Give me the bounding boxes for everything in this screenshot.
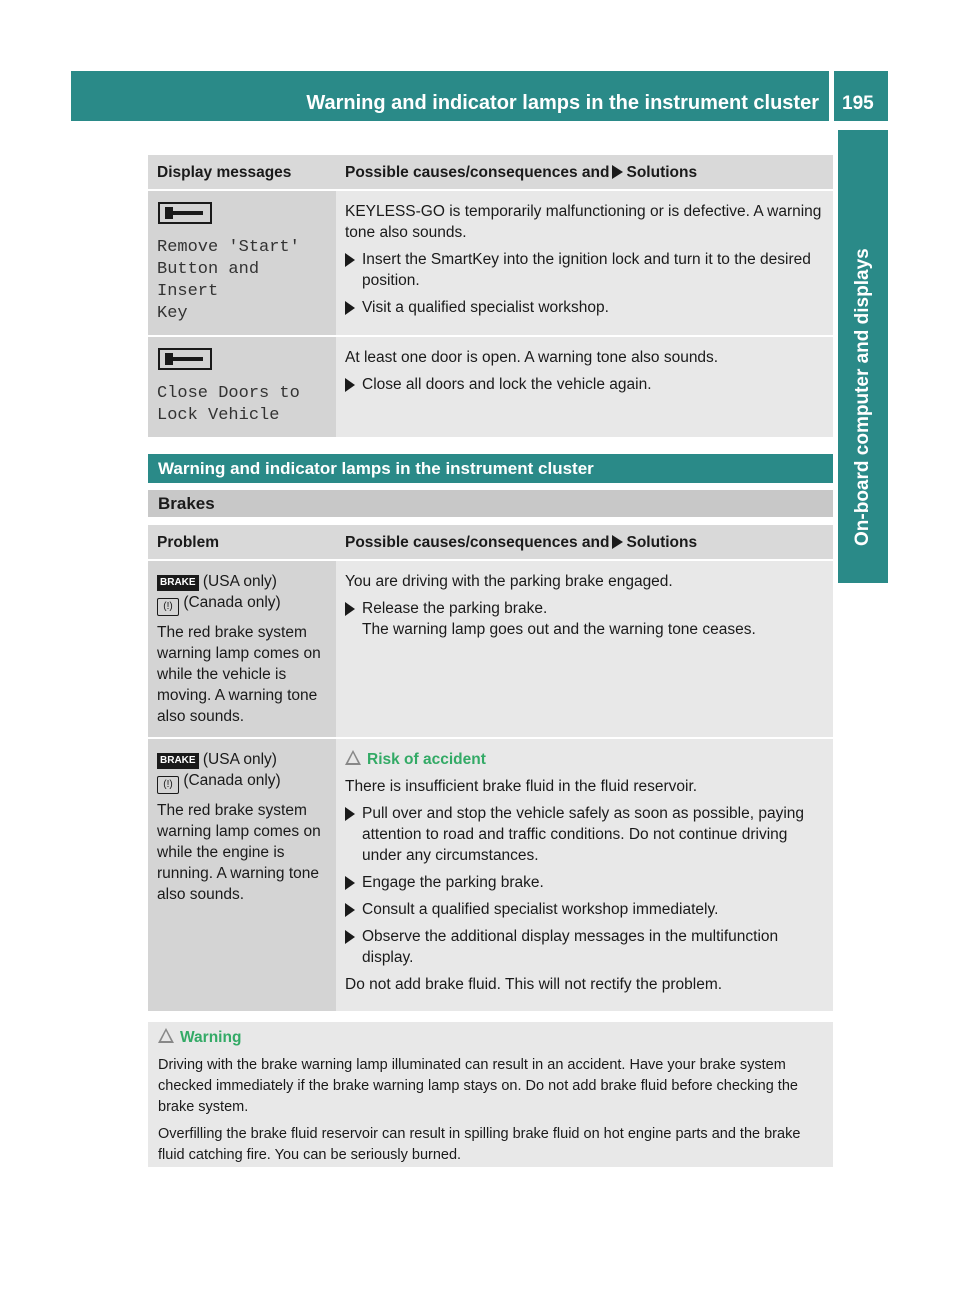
page-header-bar bbox=[71, 71, 829, 121]
problem-cell bbox=[148, 738, 336, 1011]
column-header-problem: Problem bbox=[148, 525, 336, 560]
display-messages-table bbox=[148, 155, 833, 437]
solution-step bbox=[345, 926, 824, 968]
column-header-causes-text: Possible causes/consequences and bbox=[345, 163, 610, 181]
solution-cell bbox=[336, 560, 833, 738]
page-header-title: Warning and indicator lamps in the instrument cluster bbox=[306, 92, 819, 114]
column-header-solutions-text: Solutions bbox=[626, 533, 698, 551]
page-number: 195 bbox=[842, 93, 874, 114]
step-arrow-icon bbox=[345, 807, 355, 821]
display-message-cell bbox=[148, 190, 336, 336]
solution-step bbox=[345, 803, 824, 866]
solution-step bbox=[345, 899, 824, 920]
step-arrow-icon bbox=[345, 876, 355, 890]
step-text: Observe the additional display messages in the multifunction display. bbox=[362, 928, 779, 966]
step-text: Close all doors and lock the vehicle again. bbox=[362, 376, 652, 393]
canada-indicator bbox=[157, 770, 327, 794]
solution-step bbox=[345, 872, 824, 893]
solution-cell bbox=[336, 190, 833, 336]
subsection-title-bar bbox=[148, 490, 833, 517]
arrow-icon bbox=[612, 165, 623, 179]
warning-box bbox=[148, 1022, 833, 1167]
cause-text: KEYLESS-GO is temporarily malfunctioning or is defective. A warning tone also sounds. bbox=[345, 203, 822, 241]
step-text: Release the parking brake. bbox=[362, 600, 548, 617]
step-arrow-icon bbox=[345, 930, 355, 944]
solution-step bbox=[345, 598, 824, 640]
solution-cell bbox=[336, 336, 833, 437]
solution-step bbox=[345, 249, 824, 291]
step-arrow-icon bbox=[345, 602, 355, 616]
warning-heading bbox=[158, 1027, 825, 1049]
problem-text: The red brake system warning lamp comes on while the engine is running. A warning tone also sounds. bbox=[157, 802, 321, 903]
table-row bbox=[148, 190, 833, 336]
cause-text: There is insufficient brake fluid in the fluid reservoir. bbox=[345, 778, 698, 795]
brakes-table bbox=[148, 525, 833, 1011]
key-symbol-icon bbox=[157, 347, 213, 371]
usa-indicator bbox=[157, 571, 327, 592]
step-text: Insert the SmartKey into the ignition lock and turn it to the desired position. bbox=[362, 251, 811, 289]
step-text: Pull over and stop the vehicle safely as soon as possible, paying attention to road and traffic conditions. Do not continue driving under any circumstances. bbox=[362, 805, 805, 864]
warning-triangle-icon bbox=[158, 1028, 174, 1043]
column-header-solutions-text: Solutions bbox=[626, 163, 698, 181]
display-message-text: Close Doors to Lock Vehicle bbox=[157, 384, 300, 425]
side-tab-label: On-board computer and displays bbox=[852, 248, 873, 546]
problem-text: The red brake system warning lamp comes on while the vehicle is moving. A warning tone also sounds. bbox=[157, 624, 321, 725]
warning-title: Warning bbox=[180, 1029, 242, 1046]
step-arrow-icon bbox=[345, 253, 355, 267]
step-text: Visit a qualified specialist workshop. bbox=[362, 299, 609, 316]
display-message-text: Remove 'Start' Button and Insert Key bbox=[157, 238, 300, 323]
canada-label: (Canada only) bbox=[183, 772, 281, 789]
step-arrow-icon bbox=[345, 378, 355, 392]
risk-warning-title: Risk of accident bbox=[367, 751, 486, 768]
table-header-row bbox=[148, 525, 833, 560]
brake-lamp-icon: BRAKE bbox=[157, 575, 199, 591]
page-number-box bbox=[834, 71, 888, 121]
table-row bbox=[148, 336, 833, 437]
column-header-causes bbox=[336, 525, 833, 560]
table-row bbox=[148, 738, 833, 1011]
cause-text: You are driving with the parking brake engaged. bbox=[345, 573, 673, 590]
brake-lamp-icon: BRAKE bbox=[157, 753, 199, 769]
column-header-causes-text: Possible causes/consequences and bbox=[345, 533, 610, 551]
problem-cell bbox=[148, 560, 336, 738]
table-row bbox=[148, 560, 833, 738]
usa-indicator bbox=[157, 749, 327, 770]
warning-triangle-icon bbox=[345, 750, 361, 765]
warning-paragraph: Overfilling the brake fluid reservoir can result in spilling brake fluid on hot engine parts and the brake fluid catching fire. You can be seriously burned. bbox=[158, 1126, 801, 1163]
step-text: Consult a qualified specialist workshop immediately. bbox=[362, 901, 719, 918]
footer-note: Do not add brake fluid. This will not rectify the problem. bbox=[345, 976, 723, 993]
solution-cell bbox=[336, 738, 833, 1011]
solution-step bbox=[345, 374, 824, 395]
step-arrow-icon bbox=[345, 301, 355, 315]
brake-circle-lamp-icon: (!) bbox=[157, 776, 179, 794]
table-header-row bbox=[148, 155, 833, 190]
brake-circle-lamp-icon: (!) bbox=[157, 598, 179, 616]
step-note: The warning lamp goes out and the warning tone ceases. bbox=[362, 621, 756, 638]
canada-indicator bbox=[157, 592, 327, 616]
key-symbol-icon bbox=[157, 201, 213, 225]
risk-warning bbox=[345, 749, 824, 770]
usa-label: (USA only) bbox=[202, 573, 277, 590]
warning-paragraph: Driving with the brake warning lamp illuminated can result in an accident. Have your brake system checked immediately if the brake warning lamp stays on. Do not add brake fluid before checking the brake system. bbox=[158, 1057, 798, 1115]
cause-text: At least one door is open. A warning tone also sounds. bbox=[345, 349, 719, 366]
solution-step bbox=[345, 297, 824, 318]
step-arrow-icon bbox=[345, 903, 355, 917]
canada-label: (Canada only) bbox=[183, 594, 281, 611]
column-header-causes bbox=[336, 155, 833, 190]
arrow-icon bbox=[612, 535, 623, 549]
step-text: Engage the parking brake. bbox=[362, 874, 544, 891]
section-title: Warning and indicator lamps in the instrument cluster bbox=[158, 459, 594, 478]
display-message-cell bbox=[148, 336, 336, 437]
usa-label: (USA only) bbox=[202, 751, 277, 768]
section-title-bar bbox=[148, 454, 833, 483]
subsection-title: Brakes bbox=[158, 494, 215, 513]
column-header-display-messages: Display messages bbox=[148, 155, 336, 190]
